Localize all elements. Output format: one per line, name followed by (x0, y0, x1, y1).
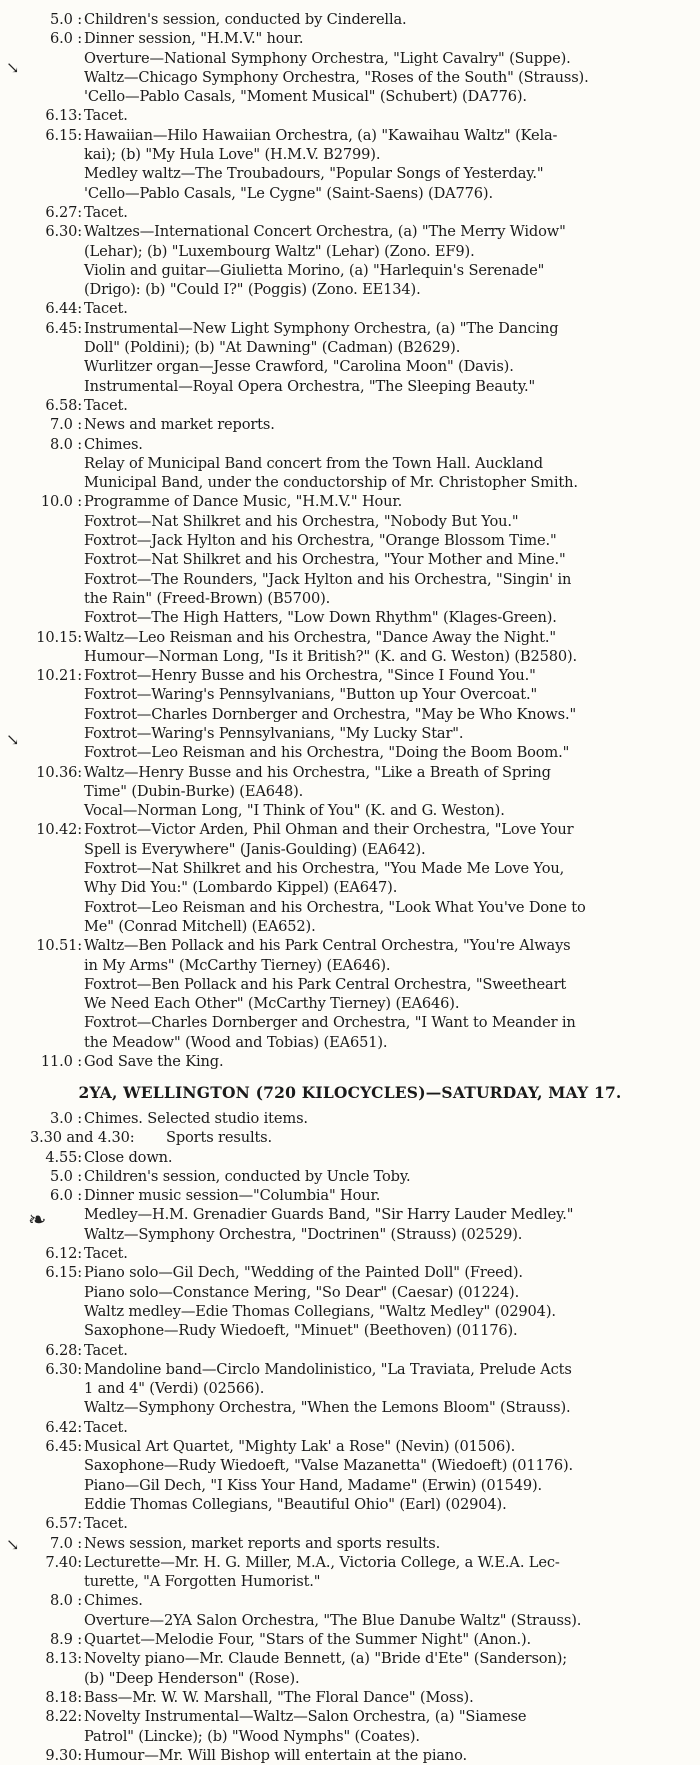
programme-text: Quartet—Melodie Four, "Stars of the Summer Night" (Anon.). (84, 1631, 532, 1649)
time-label: 8.18: (45, 1688, 82, 1706)
programme-text: Programme of Dance Music, "H.M.V." Hour. (84, 493, 403, 511)
programme-line (0, 1379, 700, 1398)
programme-line (0, 1052, 700, 1071)
programme-line (0, 1514, 700, 1533)
programme-line (0, 1321, 700, 1340)
programme-text: the Rain" (Freed-Brown) (B5700). (84, 589, 331, 607)
programme-text: Vocal—Norman Long, "I Think of You" (K. and G. Weston). (84, 802, 505, 820)
programme-line (0, 1630, 700, 1649)
time-label: 6.15: (45, 1264, 82, 1282)
time-label: 10.15: (36, 628, 82, 646)
programme-line (0, 1476, 700, 1495)
margin-arrow-mark: ↘ (6, 1535, 20, 1554)
programme-text: God Save the King. (84, 1053, 224, 1071)
programme-line (0, 840, 700, 859)
programme-text: Dinner music session—"Columbia" Hour. (84, 1187, 381, 1205)
programme-text: Waltz—Symphony Orchestra, "When the Lemons Bloom" (Strauss). (84, 1399, 571, 1417)
programme-line (0, 1746, 700, 1765)
programme-line (0, 589, 700, 608)
programme-line (0, 763, 700, 782)
programme-line (0, 1205, 700, 1224)
programme-text: (Lehar); (b) "Luxembourg Waltz" (Lehar) (Zono. EF9). (84, 242, 475, 260)
programme-line (0, 1148, 700, 1167)
time-label: 8.9 : (49, 1631, 82, 1649)
programme-text: Waltzes—International Concert Orchestra, (a) "The Merry Widow" (84, 223, 566, 241)
programme-text: Chimes. (84, 1592, 143, 1610)
programme-text: Instrumental—Royal Opera Orchestra, "The Sleeping Beauty." (84, 377, 536, 395)
programme-text: Musical Art Quartet, "Mighty Lak' a Rose" (Nevin) (01506). (84, 1438, 516, 1456)
programme-line (0, 357, 700, 376)
programme-text: News session, market reports and sports results. (84, 1534, 441, 1552)
programme-text: Foxtrot—The Rounders, "Jack Hylton and his Orchestra, "Singin' in (84, 570, 572, 588)
programme-line (0, 1727, 700, 1746)
programme-line (0, 1225, 700, 1244)
programme-line (0, 801, 700, 820)
time-label: 3.0 : (49, 1110, 82, 1127)
programme-text: Overture—2YA Salon Orchestra, "The Blue Danube Waltz" (Strauss). (84, 1611, 582, 1629)
programme-line (0, 1283, 700, 1302)
programme-text: Medley waltz—The Troubadours, "Popular Songs of Yesterday." (84, 165, 544, 183)
programme-line (0, 473, 700, 492)
programme-text: Waltz medley—Edie Thomas Collegians, "Waltz Medley" (02904). (84, 1302, 556, 1320)
programme-line (0, 1572, 700, 1591)
programme-text: Tacet. (84, 300, 128, 318)
programme-text: Sports results. (166, 1129, 273, 1147)
time-label: 10.42: (36, 821, 82, 839)
programme-text: Tacet. (84, 1245, 128, 1263)
programme-line (0, 492, 700, 511)
programme-line (0, 1418, 700, 1437)
programme-text: Patrol" (Lincke); (b) "Wood Nymphs" (Coates). (84, 1727, 420, 1745)
programme-text: Foxtrot—Leo Reisman and his Orchestra, "Doing the Boom Boom." (84, 744, 570, 762)
programme-text: Piano—Gil Dech, "I Kiss Your Hand, Madame" (Erwin) (01549). (84, 1476, 543, 1494)
programme-text: Tacet. (84, 203, 128, 221)
programme-text: Violin and guitar—Giulietta Morino, (a) "Harlequin's Serenade" (84, 261, 545, 279)
margin-arrow-mark: ↘ (6, 58, 20, 77)
programme-line (0, 338, 700, 357)
programme-text: Foxtrot—Jack Hylton and his Orchestra, "Orange Blossom Time." (84, 532, 557, 550)
programme-text: Tacet. (84, 1418, 128, 1436)
time-label: 6.28: (45, 1341, 82, 1359)
programme-text: Chimes. Selected studio items. (84, 1110, 308, 1127)
programme-text: Foxtrot—Waring's Pennsylvanians, "My Lucky Star". (84, 724, 464, 742)
programme-line (0, 454, 700, 473)
time-label: 6.0 : (49, 30, 82, 48)
programme-line (0, 1013, 700, 1032)
programme-line (0, 1669, 700, 1688)
programme-line (0, 1534, 700, 1553)
programme-text: Foxtrot—Henry Busse and his Orchestra, "Since I Found You." (84, 667, 536, 685)
programme-text: Waltz—Symphony Orchestra, "Doctrinen" (Strauss) (02529). (84, 1225, 523, 1243)
programme-text: Novelty Instrumental—Waltz—Salon Orchestra, (a) "Siamese (84, 1708, 527, 1726)
programme-line (0, 1109, 700, 1128)
programme-line (0, 145, 700, 164)
programme-line (0, 280, 700, 299)
time-label: 6.0 : (49, 1187, 82, 1205)
programme-line (0, 1495, 700, 1514)
programme-line (0, 1591, 700, 1610)
programme-line (0, 820, 700, 839)
programme-line (0, 68, 700, 87)
time-label: 10.36: (36, 763, 82, 781)
programme-line (0, 975, 700, 994)
programme-text: Children's session, conducted by Uncle Toby. (84, 1167, 411, 1185)
programme-line (0, 743, 700, 762)
programme-line (0, 1033, 700, 1052)
programme-text: Foxtrot—Ben Pollack and his Park Central Orchestra, "Sweetheart (84, 975, 567, 993)
programme-text: Foxtrot—Victor Arden, Phil Ohman and their Orchestra, "Love Your (84, 821, 574, 839)
programme-text: Overture—National Symphony Orchestra, "Light Cavalry" (Suppe). (84, 49, 571, 67)
programme-line (0, 1302, 700, 1321)
programme-text: turette, "A Forgotten Humorist." (84, 1573, 321, 1591)
programme-text: Mandoline band—Circlo Mandolinistico, "La Traviata, Prelude Acts (84, 1360, 572, 1378)
programme-line (0, 1263, 700, 1282)
programme-line (0, 164, 700, 183)
programme-text: Foxtrot—The High Hatters, "Low Down Rhythm" (Klages-Green). (84, 609, 557, 627)
programme-text: Children's session, conducted by Cinderella. (84, 11, 407, 28)
programme-text: 'Cello—Pablo Casals, "Le Cygne" (Saint-Saens) (DA776). (84, 184, 493, 202)
programme-text: Foxtrot—Waring's Pennsylvanians, "Button up Your Overcoat." (84, 686, 538, 704)
programme-text: We Need Each Other" (McCarthy Tierney) (EA646). (84, 995, 460, 1013)
time-label: 6.30: (45, 1360, 82, 1378)
programme-text: Wurlitzer organ—Jesse Crawford, "Carolina Moon" (Davis). (84, 358, 514, 376)
programme-line (0, 184, 700, 203)
programme-line (0, 878, 700, 897)
programme-text: Tacet. (84, 1515, 128, 1533)
programme-line (0, 299, 700, 318)
programme-line (0, 203, 700, 222)
programme-line (0, 49, 700, 68)
programme-text: Dinner session, "H.M.V." hour. (84, 30, 304, 48)
time-label: 6.13: (45, 107, 82, 125)
programme-text: (b) "Deep Henderson" (Rose). (84, 1669, 300, 1687)
programme-text: Waltz—Henry Busse and his Orchestra, "Like a Breath of Spring (84, 763, 551, 781)
programme-line (0, 666, 700, 685)
programme-text: Piano solo—Gil Dech, "Wedding of the Painted Doll" (Freed). (84, 1264, 523, 1282)
time-label: 4.55: (45, 1148, 82, 1166)
programme-line (0, 1456, 700, 1475)
programme-line (0, 1649, 700, 1668)
programme-line (0, 917, 700, 936)
programme-line (0, 29, 700, 48)
programme-line (0, 1437, 700, 1456)
programme-line (0, 647, 700, 666)
time-label: 5.0 : (49, 11, 82, 28)
programme-line (0, 782, 700, 801)
time-label: 6.15: (45, 126, 82, 144)
programme-line (0, 222, 700, 241)
programme-text: Tacet. (84, 1341, 128, 1359)
programme-line (0, 1611, 700, 1630)
programme-text: Relay of Municipal Band concert from the Town Hall. Auckland (84, 454, 543, 472)
time-label: 6.44: (45, 300, 82, 318)
programme-line (0, 936, 700, 955)
programme-text: Close down. (84, 1148, 173, 1166)
programme-line (0, 415, 700, 434)
programme-text: kai); (b) "My Hula Love" (H.M.V. B2799). (84, 146, 381, 164)
time-label: 8.22: (45, 1708, 82, 1726)
programme-text: Waltz—Chicago Symphony Orchestra, "Roses of the South" (Strauss). (84, 68, 589, 86)
programme-text: Time" (Dubin-Burke) (EA648). (84, 782, 304, 800)
programme-line (0, 1398, 700, 1417)
programme-text: Foxtrot—Leo Reisman and his Orchestra, "Look What You've Done to (84, 898, 586, 916)
programme-line (0, 994, 700, 1013)
time-label: 6.57: (45, 1515, 82, 1533)
programme-text: Tacet. (84, 107, 128, 125)
time-label: 9.30: (45, 1746, 82, 1764)
programme-text: Foxtrot—Nat Shilkret and his Orchestra, "Nobody But You." (84, 512, 519, 530)
programme-line (0, 628, 700, 647)
time-label: 6.27: (45, 203, 82, 221)
programme-text: Waltz—Leo Reisman and his Orchestra, "Dance Away the Night." (84, 628, 556, 646)
programme-text: Chimes. (84, 435, 143, 453)
time-label: 6.42: (45, 1418, 82, 1436)
programme-text: Foxtrot—Charles Dornberger and Orchestra, "I Want to Meander in (84, 1014, 576, 1032)
time-label: 10.21: (36, 667, 82, 685)
programme-text: in My Arms" (McCarthy Tierney) (EA646). (84, 956, 391, 974)
programme-line (0, 570, 700, 589)
programme-text: Foxtrot—Charles Dornberger and Orchestra, "May be Who Knows." (84, 705, 577, 723)
programme-line (0, 608, 700, 627)
time-label: 6.58: (45, 396, 82, 414)
programme-text: Foxtrot—Nat Shilkret and his Orchestra, "Your Mother and Mine." (84, 551, 566, 569)
programme-text: 1 and 4" (Verdi) (02566). (84, 1380, 265, 1398)
programme-text: Instrumental—New Light Symphony Orchestra, (a) "The Dancing (84, 319, 559, 337)
wellington-programme (0, 1109, 700, 1765)
auckland-programme (0, 10, 700, 1071)
time-label: 8.0 : (49, 1592, 82, 1610)
programme-text: Waltz—Ben Pollack and his Park Central Orchestra, "You're Always (84, 937, 571, 955)
programme-text: Novelty piano—Mr. Claude Bennett, (a) "Bride d'Ete" (Sanderson); (84, 1650, 568, 1668)
time-label: 6.12: (45, 1245, 82, 1263)
time-label: 5.0 : (49, 1167, 82, 1185)
programme-line (0, 898, 700, 917)
programme-line (0, 377, 700, 396)
programme-text: Doll" (Poldini); (b) "At Dawning" (Cadman) (B2629). (84, 339, 461, 357)
programme-text: News and market reports. (84, 416, 275, 434)
programme-line (0, 685, 700, 704)
programme-line (0, 1707, 700, 1726)
time-label: 6.45: (45, 319, 82, 337)
time-label: 6.45: (45, 1438, 82, 1456)
programme-line (0, 10, 700, 29)
programme-line (0, 435, 700, 454)
time-label: 8.0 : (49, 435, 82, 453)
programme-line (0, 1553, 700, 1572)
time-label: 7.40: (45, 1553, 82, 1571)
programme-text: Humour—Norman Long, "Is it British?" (K. and G. Weston) (B2580). (84, 647, 578, 665)
programme-text: Humour—Mr. Will Bishop will entertain at the piano. (84, 1746, 468, 1764)
programme-line (0, 956, 700, 975)
programme-line (0, 1688, 700, 1707)
programme-text: Bass—Mr. W. W. Marshall, "The Floral Dance" (Moss). (84, 1688, 474, 1706)
programme-text: Me" (Conrad Mitchell) (EA652). (84, 917, 316, 935)
programme-line (0, 1186, 700, 1205)
programme-line (0, 531, 700, 550)
programme-text: (Drigo): (b) "Could I?" (Poggis) (Zono. EE134). (84, 281, 421, 299)
programme-text: Foxtrot—Nat Shilkret and his Orchestra, "You Made Me Love You, (84, 860, 565, 878)
station-heading: 2YA, WELLINGTON (720 KILOCYCLES)—SATURDAY, MAY 17. (78, 1083, 622, 1102)
programme-line (0, 319, 700, 338)
programme-line (0, 126, 700, 145)
time-label: 10.51: (36, 937, 82, 955)
programme-line (0, 261, 700, 280)
margin-arrow-mark: ↘ (6, 730, 20, 749)
programme-text: Eddie Thomas Collegians, "Beautiful Ohio" (Earl) (02904). (84, 1495, 507, 1513)
programme-line (0, 396, 700, 415)
time-label: 8.13: (45, 1650, 82, 1668)
programme-line (0, 724, 700, 743)
programme-text: Municipal Band, under the conductorship of Mr. Christopher Smith. (84, 474, 578, 492)
time-label: 10.0 : (40, 493, 82, 511)
programme-text: Lecturette—Mr. H. G. Miller, M.A., Victoria College, a W.E.A. Lec- (84, 1553, 560, 1571)
programme-line (0, 106, 700, 125)
time-label: 6.30: (45, 223, 82, 241)
programme-text: 'Cello—Pablo Casals, "Moment Musical" (Schubert) (DA776). (84, 88, 527, 106)
time-label: 11.0 : (40, 1053, 82, 1071)
programme-line (0, 87, 700, 106)
programme-text: Tacet. (84, 396, 128, 414)
programme-text: Medley—H.M. Grenadier Guards Band, "Sir Harry Lauder Medley." (84, 1206, 574, 1224)
programme-text: Saxophone—Rudy Wiedoeft, "Minuet" (Beethoven) (01176). (84, 1322, 518, 1340)
programme-line (0, 242, 700, 261)
programme-line (0, 1128, 700, 1147)
time-label: 3.30 and 4.30: (30, 1129, 135, 1147)
programme-line (0, 1244, 700, 1263)
programme-text: the Meadow" (Wood and Tobias) (EA651). (84, 1033, 388, 1051)
programme-text: Piano solo—Constance Mering, "So Dear" (Caesar) (01224). (84, 1283, 520, 1301)
programme-line (0, 512, 700, 531)
programme-text: Saxophone—Rudy Wiedoeft, "Valse Mazanetta" (Wiedoeft) (01176). (84, 1457, 573, 1475)
time-label: 7.0 : (49, 416, 82, 434)
margin-hand-mark: ❧ (28, 1208, 47, 1233)
time-label: 7.0 : (49, 1534, 82, 1552)
programme-text: Spell is Everywhere" (Janis-Goulding) (EA642). (84, 840, 426, 858)
programme-text: Hawaiian—Hilo Hawaiian Orchestra, (a) "Kawaihau Waltz" (Kela- (84, 126, 558, 144)
programme-line (0, 1341, 700, 1360)
programme-line (0, 705, 700, 724)
programme-line (0, 1167, 700, 1186)
programme-line (0, 550, 700, 569)
programme-line (0, 859, 700, 878)
programme-line (0, 1360, 700, 1379)
programme-text: Why Did You:" (Lombardo Kippel) (EA647). (84, 879, 398, 897)
